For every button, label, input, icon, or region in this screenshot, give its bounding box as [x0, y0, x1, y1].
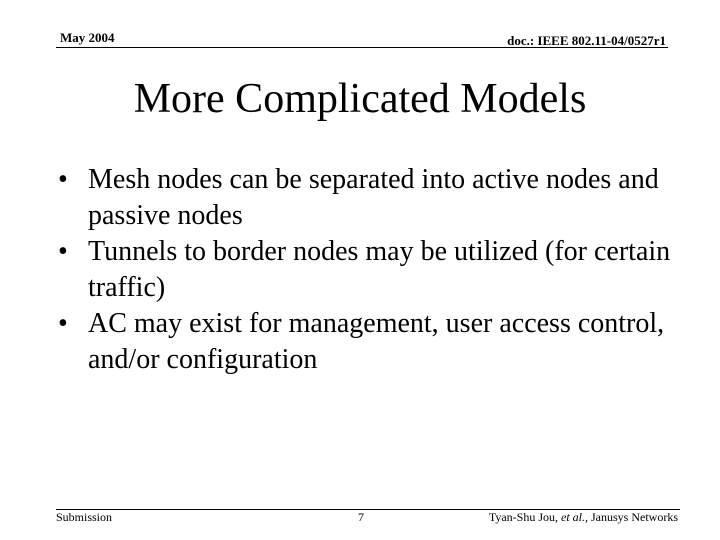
footer-submission: Submission — [56, 510, 113, 524]
bullet-icon: • — [58, 308, 68, 339]
bullet-list — [58, 162, 678, 378]
bullet-item — [58, 162, 678, 234]
header-doc-id: doc.: IEEE 802.11-04/0527r1 — [507, 33, 666, 48]
bullet-text: Mesh nodes can be separated into active nodes and passive nodes — [88, 164, 659, 231]
bullet-icon: • — [58, 236, 68, 267]
footer-author — [489, 510, 678, 525]
page-number: 7 — [358, 510, 364, 524]
bullet-icon: • — [58, 164, 68, 195]
header-divider — [56, 47, 668, 48]
author-etal: et al., — [561, 510, 588, 524]
bullet-item — [58, 306, 678, 378]
bullet-text: AC may exist for management, user access control, and/or configuration — [88, 308, 665, 375]
slide-title: More Complicated Models — [133, 76, 587, 122]
author-name: Tyan-Shu Jou, — [488, 510, 561, 524]
bullet-text: Tunnels to border nodes may be utilized (for certain traffic) — [88, 236, 671, 303]
header-date: May 2004 — [60, 30, 115, 45]
bullet-item — [58, 234, 678, 306]
author-org: Janusys Networks — [588, 510, 678, 524]
